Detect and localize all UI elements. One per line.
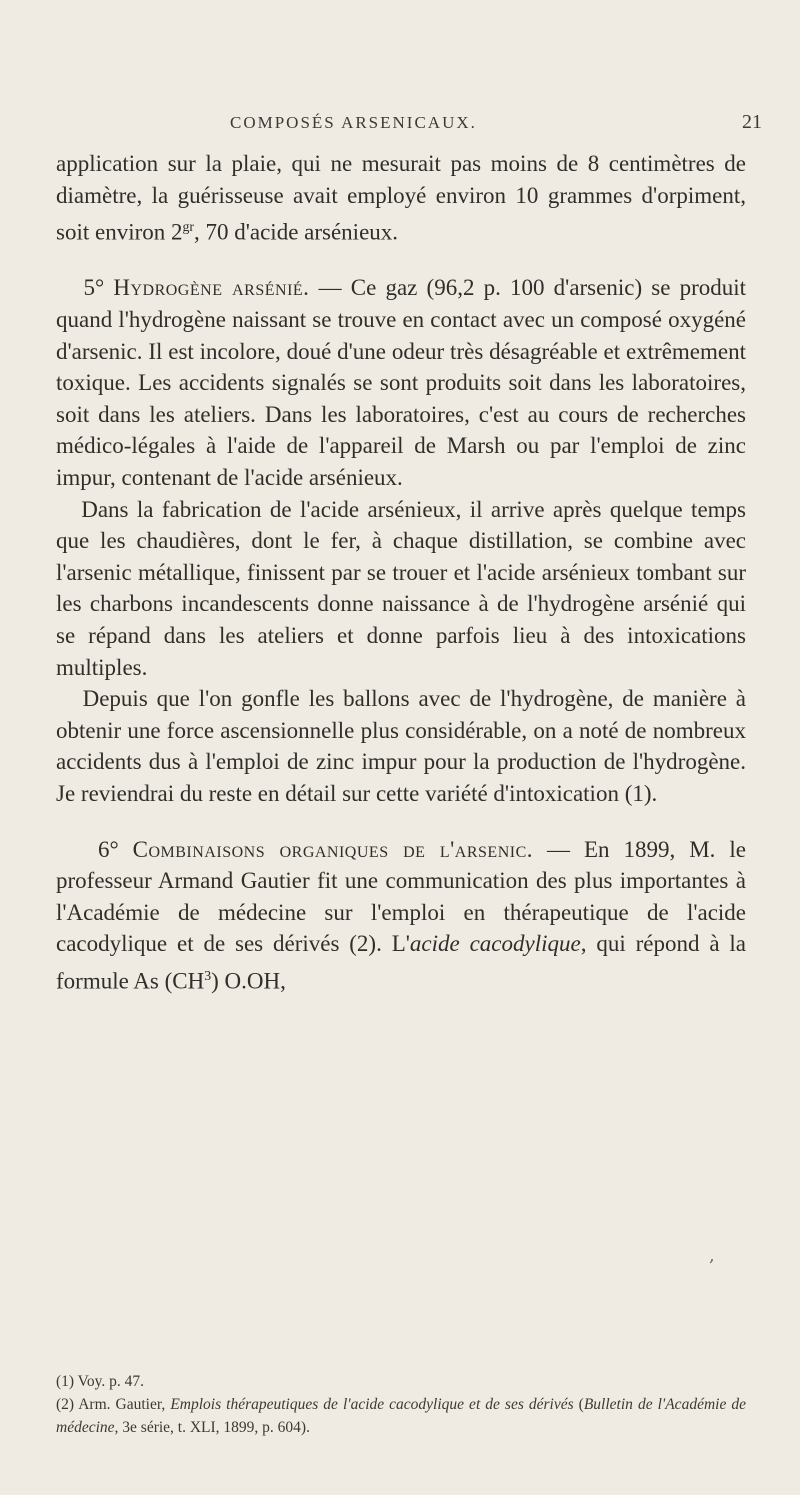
p4-text: Depuis que l'on gonfle les ballons avec de l'hydrogène, de manière à obtenir une force ascensionnelle plus considérable, on a noté de nombreux accidents dus à l'emploi de zinc impur pour la production de l'hydrogène. Je reviendrai du reste en détail sur cette variété d'intoxication (1).	[56, 686, 746, 806]
section-5-number: 5°	[83, 275, 105, 301]
paragraph-3	[56, 494, 746, 684]
page-number: 21	[742, 111, 762, 133]
formula-subscript: 3	[204, 967, 212, 983]
section-6-formula: , qui répond à la formule As (CH	[56, 931, 746, 994]
footnote-2	[56, 1393, 746, 1439]
section-6-italic-term: acide cacodylique	[409, 931, 581, 957]
footnote-2-paren: (	[573, 1396, 584, 1413]
section-5	[56, 272, 746, 493]
footnote-2-author: (2) Arm. Gautier,	[56, 1396, 171, 1413]
paragraph-1	[56, 148, 746, 248]
p1-text: application sur la plaie, qui ne mesurait pas moins de 8 centimètres de diamètre, la guérisseuse avait employé environ 10 grammes d'orpiment, soit environ 2	[56, 151, 746, 245]
footnote-1: (1) Voy. p. 47.	[56, 1373, 144, 1390]
page-header	[0, 113, 800, 143]
paragraph-4	[56, 683, 746, 809]
section-6-text: — En 1899, M. le professeur Armand Gautier fit une communication des plus importantes à l'Académie de médecine sur l'emploi en thérapeutique de l'acide cacodylique et de ses dérivés (2).	[56, 836, 747, 957]
section-5-text: — Ce gaz (96,2 p. 100 d'arsenic) se produit quand l'hydrogène naissant se trouve en contact avec un composé oxygéné d'arsenic. Il est incolore, doué d'une odeur très désagréable et extrêmement toxique. Les accidents signalés se sont produits soit dans les laboratoires, soit dans les ateliers. Dans les laboratoires, c'est au cours de recherches médico-légales à l'aide de l'appareil de Marsh ou par l'emploi de zinc impur, contenant de l'acide arsénieux.	[56, 275, 747, 490]
section-6-article: L'	[391, 931, 410, 957]
section-6	[56, 834, 746, 998]
gram-unit: gr	[182, 219, 194, 235]
section-6-formula-end: ) O.OH,	[211, 968, 286, 994]
p1-end: , 70 d'acide arsénieux.	[194, 219, 399, 245]
footnote-2-title: Emplois thérapeutiques de l'acide cacodylique et de ses dérivés	[170, 1396, 574, 1413]
margin-mark: ,	[709, 1245, 715, 1266]
p3-text: Dans la fabrication de l'acide arsénieux, il arrive après quelque temps que les chaudières, dont le fer, à chaque distillation, se combine avec l'arsenic métallique, finissent par se trouer et l'acide arsénieux tombant sur les charbons incandescents donne naissance à de l'hydrogène arsénié qui se répand dans les ateliers et donne parfois lieu à des intoxications multiples.	[56, 496, 747, 680]
running-title: COMPOSÉS ARSENICAUX.	[230, 113, 477, 132]
footnotes	[56, 1370, 746, 1439]
section-5-title: Hydrogène arsénié.	[113, 275, 310, 301]
footnote-2-journal: Bulletin de l'Académie de médecine,	[56, 1396, 746, 1436]
section-6-title: Combinaisons organiques de l'arsenic.	[132, 836, 533, 862]
footnote-2-ref: 3e série, t. XLI, 1899, p. 604).	[118, 1419, 310, 1436]
section-6-number: 6°	[97, 836, 119, 862]
main-text	[56, 148, 746, 997]
